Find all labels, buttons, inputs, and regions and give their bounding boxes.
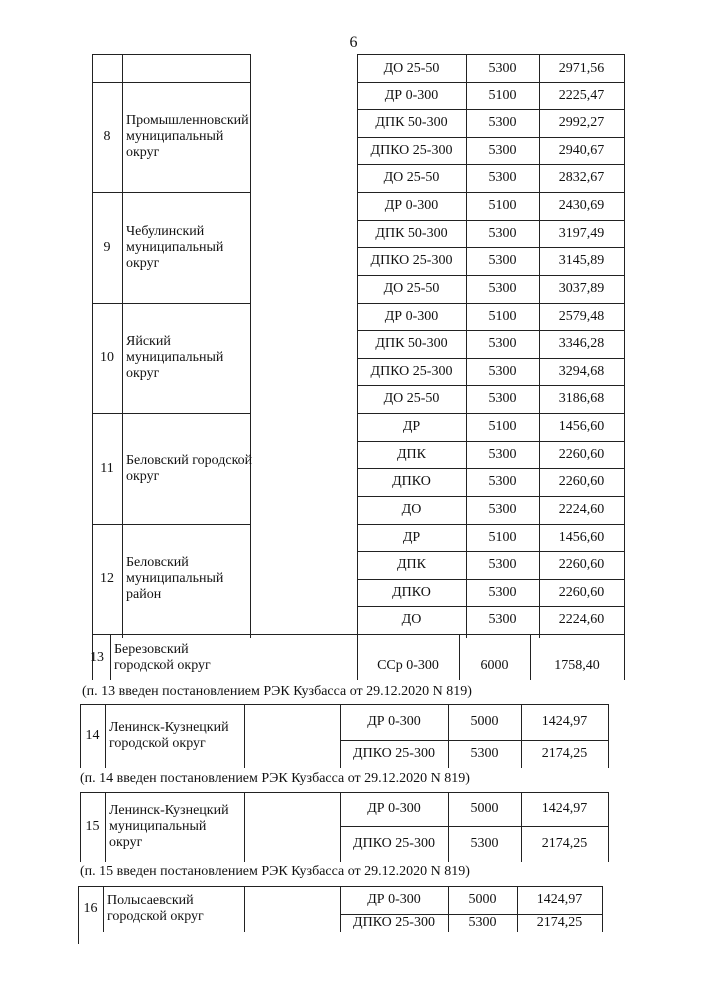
row-type: ДПКО 25-300 xyxy=(353,746,435,761)
row-code: 5100 xyxy=(488,309,517,324)
row-value: 2971,56 xyxy=(558,61,605,76)
row-value: 3197,49 xyxy=(558,226,605,241)
municipality-name: муниципальный xyxy=(126,239,224,255)
row-value: 1758,40 xyxy=(554,658,600,673)
row-value: 3145,89 xyxy=(558,253,605,268)
row-number: 12 xyxy=(100,571,114,586)
row-type: ДПКО 25-300 xyxy=(353,836,435,851)
amendment-note: (п. 14 введен постановлением РЭК Кузбасса от 29.12.2020 N 819) xyxy=(80,771,470,786)
row-type: ССр 0-300 xyxy=(377,658,439,673)
row-code: 5100 xyxy=(488,530,517,545)
row-value: 2174,25 xyxy=(541,746,588,761)
table-border xyxy=(357,413,624,414)
municipality-name: округ xyxy=(126,366,160,381)
row-value: 2260,60 xyxy=(558,447,605,462)
row-value: 1424,97 xyxy=(541,714,588,729)
row-number: 10 xyxy=(100,350,114,365)
row-type: ДПК 50-300 xyxy=(375,115,448,130)
row-type: ДО 25-50 xyxy=(383,61,440,76)
municipality-name: округ xyxy=(126,468,160,484)
row-number: 16 xyxy=(83,901,98,916)
table-border xyxy=(110,634,111,680)
table-border xyxy=(340,740,608,741)
table-border xyxy=(357,358,624,359)
row-type: ДО 25-50 xyxy=(383,391,440,406)
row-value: 2224,60 xyxy=(558,612,605,627)
row-type: ДР xyxy=(402,530,421,545)
row-code: 5300 xyxy=(488,336,517,351)
row-code: 5300 xyxy=(488,612,517,627)
row-type: ДО 25-50 xyxy=(383,281,440,296)
row-code: 5300 xyxy=(488,474,517,489)
row-value: 2430,69 xyxy=(558,198,605,213)
row-value: 3294,68 xyxy=(558,364,605,379)
row-code: 5300 xyxy=(488,557,517,572)
table-border xyxy=(92,413,250,414)
row-type: ДР 0-300 xyxy=(367,801,421,816)
table-border xyxy=(92,303,250,304)
row-value: 2174,25 xyxy=(541,836,588,851)
table-border xyxy=(250,54,251,638)
row-number: 8 xyxy=(103,129,111,144)
row-value: 2260,60 xyxy=(558,557,605,572)
row-type: ДР 0-300 xyxy=(367,892,421,907)
row-code: 5300 xyxy=(488,115,517,130)
row-type: ДПК xyxy=(397,557,426,572)
municipality-name: Полысаевский xyxy=(107,893,194,908)
table-border xyxy=(357,385,624,386)
row-value: 3186,68 xyxy=(558,391,605,406)
table-border xyxy=(244,886,245,932)
row-code: 5000 xyxy=(470,714,499,729)
municipality-name: Промышленновский xyxy=(126,113,249,128)
row-type: ДПК 50-300 xyxy=(375,336,448,351)
municipality-name: Беловский xyxy=(126,555,189,570)
row-code: 6000 xyxy=(480,658,509,673)
row-code: 5000 xyxy=(470,801,499,816)
table-border xyxy=(92,524,250,525)
row-code: 5000 xyxy=(468,892,497,907)
municipality-name: городской округ xyxy=(109,736,206,751)
table-border xyxy=(357,606,624,607)
row-number: 14 xyxy=(85,728,100,743)
row-code: 5300 xyxy=(488,253,517,268)
table-border xyxy=(357,468,624,469)
municipality-name: Ленинск-Кузнецкий xyxy=(109,803,229,818)
row-value: 3346,28 xyxy=(558,336,605,351)
table-border xyxy=(357,303,624,304)
municipality-name: район xyxy=(126,587,162,602)
table-border xyxy=(80,704,608,705)
row-number: 11 xyxy=(100,460,114,476)
row-value: 1424,97 xyxy=(536,892,583,907)
row-code: 5300 xyxy=(488,447,517,462)
row-code: 5100 xyxy=(488,419,517,434)
table-border xyxy=(357,137,624,138)
table-border xyxy=(357,275,624,276)
municipality-name: муниципальный xyxy=(126,571,224,586)
municipality-name: округ xyxy=(109,835,143,850)
table-border xyxy=(92,54,250,55)
row-type: ДР 0-300 xyxy=(384,309,439,324)
row-code: 5300 xyxy=(488,226,517,241)
table-border xyxy=(357,496,624,497)
table-border xyxy=(357,247,624,248)
table-border xyxy=(92,192,250,193)
row-type: ДР 0-300 xyxy=(367,714,421,729)
row-code: 5300 xyxy=(470,836,499,851)
row-type: ДПКО 25-300 xyxy=(370,143,453,158)
row-type: ДР 0-300 xyxy=(384,198,439,213)
row-code: 5300 xyxy=(488,391,517,406)
row-type: ДР xyxy=(402,419,421,434)
table-border xyxy=(602,886,603,932)
table-border xyxy=(357,192,624,193)
table-border xyxy=(122,54,123,638)
table-border xyxy=(624,54,625,638)
page-number: 6 xyxy=(349,34,358,51)
table-border xyxy=(357,220,624,221)
municipality-name: Чебулинский xyxy=(126,223,205,239)
table-border xyxy=(357,82,624,83)
row-code: 5300 xyxy=(488,585,517,600)
row-value: 1456,60 xyxy=(558,419,605,434)
row-value: 3037,89 xyxy=(558,281,605,296)
row-type: ДО xyxy=(401,612,422,627)
row-type: ДПКО 25-300 xyxy=(370,253,453,268)
amendment-note: (п. 15 введен постановлением РЭК Кузбасса от 29.12.2020 N 819) xyxy=(80,864,470,879)
row-code: 5300 xyxy=(488,170,517,185)
table-border xyxy=(357,164,624,165)
amendment-note: (п. 13 введен постановлением РЭК Кузбасса от 29.12.2020 N 819) xyxy=(82,684,472,699)
row-code: 5300 xyxy=(470,746,499,761)
table-border xyxy=(244,792,245,862)
row-type: ДО 25-50 xyxy=(383,170,440,185)
municipality-name: Березовский xyxy=(114,642,189,657)
row-code: 5300 xyxy=(488,143,517,158)
table-border xyxy=(244,704,245,768)
table-border xyxy=(608,704,609,768)
table-border xyxy=(624,634,625,680)
table-border xyxy=(608,792,609,862)
row-type: ДПКО xyxy=(392,474,431,489)
table-border xyxy=(80,792,608,793)
row-code: 5300 xyxy=(488,61,517,76)
table-border xyxy=(357,109,624,110)
municipality-name: городской округ xyxy=(107,909,204,924)
table-border xyxy=(340,826,608,827)
table-border xyxy=(357,551,624,552)
row-value: 2579,48 xyxy=(558,309,605,324)
row-value: 2260,60 xyxy=(558,585,605,600)
table-border xyxy=(357,579,624,580)
table-border xyxy=(92,82,250,83)
municipality-name: округ xyxy=(126,145,160,160)
table-border xyxy=(357,54,624,55)
row-code: 5300 xyxy=(468,915,497,930)
municipality-name: городской округ xyxy=(114,658,211,673)
row-type: ДПКО xyxy=(392,585,431,600)
row-code: 5300 xyxy=(488,364,517,379)
row-code: 5300 xyxy=(488,281,517,296)
row-code: 5100 xyxy=(488,198,517,213)
municipality-name: округ xyxy=(126,255,160,271)
table-border xyxy=(357,524,624,525)
row-value: 2992,27 xyxy=(558,115,605,130)
row-number: 13 xyxy=(90,650,104,665)
row-value: 2940,67 xyxy=(558,143,605,158)
row-value: 2174,25 xyxy=(536,915,583,930)
table-border xyxy=(92,634,624,635)
municipality-name: муниципальный xyxy=(126,129,224,144)
row-value: 2225,47 xyxy=(558,88,605,103)
row-number: 15 xyxy=(85,819,100,834)
row-value: 1424,97 xyxy=(541,801,588,816)
municipality-name: Ленинск-Кузнецкий xyxy=(109,720,229,735)
row-code: 5300 xyxy=(488,502,517,517)
table-border xyxy=(357,330,624,331)
row-type: ДПКО 25-300 xyxy=(353,915,435,930)
row-value: 2260,60 xyxy=(558,474,605,489)
row-value: 2832,67 xyxy=(558,170,605,185)
row-type: ДО xyxy=(401,502,422,517)
row-value: 2224,60 xyxy=(558,502,605,517)
municipality-name: муниципальный xyxy=(109,819,207,834)
table-border xyxy=(357,441,624,442)
row-type: ДПК 50-300 xyxy=(375,226,448,241)
municipality-name: Беловский городской xyxy=(126,452,253,468)
municipality-name: Яйский xyxy=(126,334,171,349)
row-code: 5100 xyxy=(488,88,517,103)
row-value: 1456,60 xyxy=(558,530,605,545)
row-type: ДПК xyxy=(397,447,426,462)
row-type: ДР 0-300 xyxy=(384,88,439,103)
row-type: ДПКО 25-300 xyxy=(370,364,453,379)
municipality-name: муниципальный xyxy=(126,350,224,365)
table-border xyxy=(78,932,79,944)
row-number: 9 xyxy=(103,239,111,255)
